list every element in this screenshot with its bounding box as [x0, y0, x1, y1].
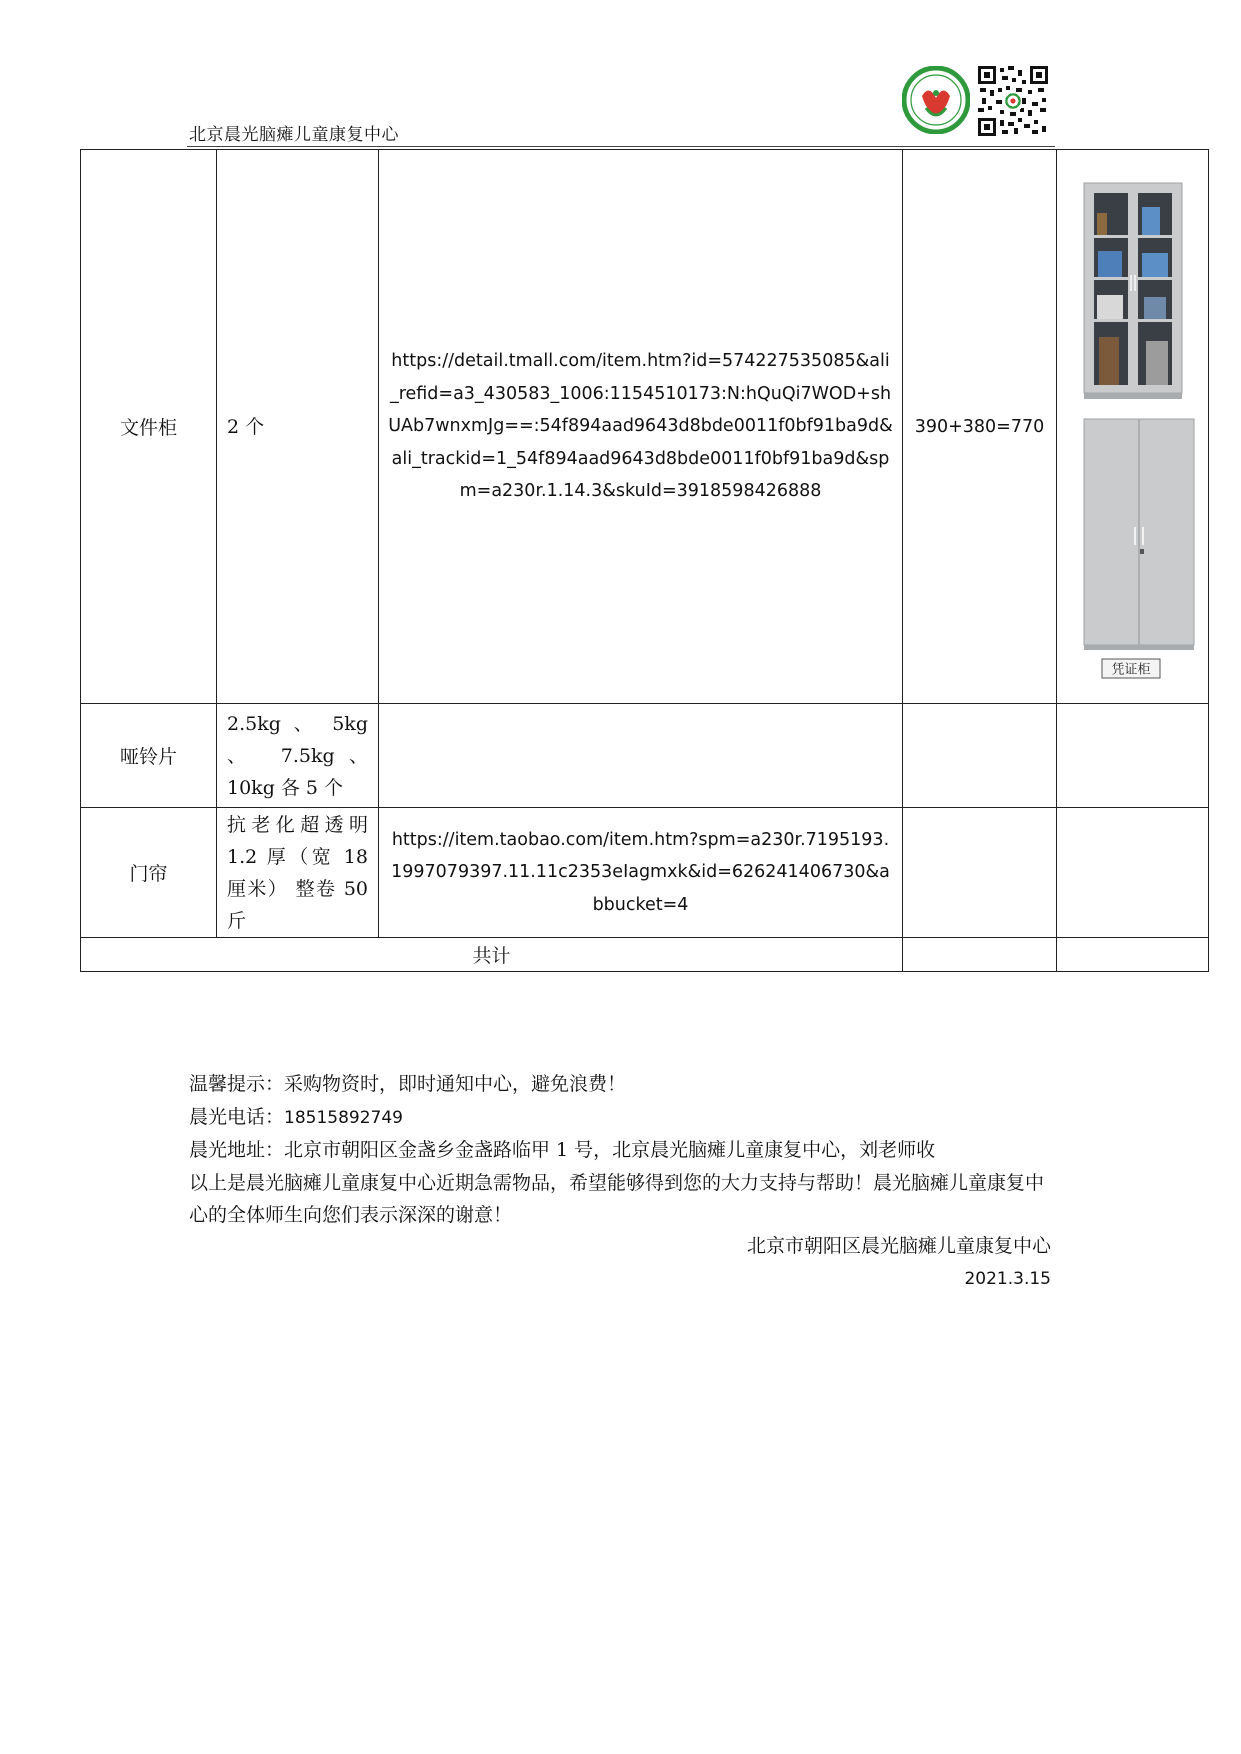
phone-number: 18515892749 [284, 1107, 403, 1128]
table-row [81, 808, 1209, 938]
phone-line [189, 1101, 1049, 1135]
cabinet-images [1066, 157, 1200, 697]
voucher-cabinet-icon [1084, 419, 1194, 650]
item-link[interactable]: https://item.taobao.com/item.htm?spm=a230r.7195193.1997079397.11.11c2353eIagmxk&id=626241406730&abbucket=4 [379, 808, 903, 938]
item-name: 哑铃片 [81, 704, 217, 808]
tip-text: 温馨提示：采购物资时，即时通知中心，避免浪费！ [189, 1073, 627, 1095]
total-price [903, 938, 1057, 972]
item-link[interactable]: https://detail.tmall.com/item.htm?id=574227535085&ali_refid=a3_430583_1006:1154510173:N:hQuQi7WOD+shUAb7wnxmJg==:54f894aad9643d8bde0011f0bf91ba9d&ali_trackid=1_54f894aad9643d8bde0011f0bf91ba9d&spm=a230r.1.14.3&skuId=3918598426888 [379, 150, 903, 704]
signature-date: 2021.3.15 [964, 1268, 1051, 1289]
item-image-cell [1057, 704, 1209, 808]
total-row [81, 938, 1209, 972]
center-logo-icon [902, 66, 970, 134]
item-quantity: 2.5kg 、 5kg 、 7.5kg、10kg 各 5 个 [217, 704, 379, 808]
item-image-cell [1057, 150, 1209, 704]
item-price: 390+380=770 [903, 150, 1057, 704]
thanks-text: 以上是晨光脑瘫儿童康复中心近期急需物品，希望能够得到您的大力支持与帮助！晨光脑瘫儿童康复中心的全体师生向您们表示深深的谢意！ [189, 1171, 1045, 1226]
table-row [81, 150, 1209, 704]
items-table [80, 149, 1209, 972]
phone-label: 晨光电话： [189, 1105, 285, 1128]
total-extra [1057, 938, 1209, 972]
address-text: 晨光地址：北京市朝阳区金盏乡金盏路临甲 1 号，北京晨光脑瘫儿童康复中心，刘老师收 [189, 1139, 936, 1161]
total-label: 共计 [81, 938, 903, 972]
notes [189, 1068, 1049, 1232]
item-quantity: 2 个 [217, 150, 379, 704]
qr-code-icon [978, 66, 1048, 136]
glass-cabinet-icon [1084, 183, 1182, 399]
signature [747, 1230, 1051, 1295]
header-org-name: 北京晨光脑瘫儿童康复中心 [189, 125, 399, 145]
signature-org: 北京市朝阳区晨光脑瘫儿童康复中心 [746, 1235, 1051, 1257]
item-quantity: 抗老化超透明 1.2 厚（宽 18 厘米） 整卷 50 斤 [217, 808, 379, 938]
table-row [81, 704, 1209, 808]
item-name: 文件柜 [81, 150, 217, 704]
image-caption: 凭证柜 [1110, 662, 1151, 677]
header-divider [187, 146, 1055, 147]
item-image-cell [1057, 808, 1209, 938]
item-price [903, 704, 1057, 808]
item-link[interactable] [379, 704, 903, 808]
item-name: 门帘 [81, 808, 217, 938]
item-price [903, 808, 1057, 938]
